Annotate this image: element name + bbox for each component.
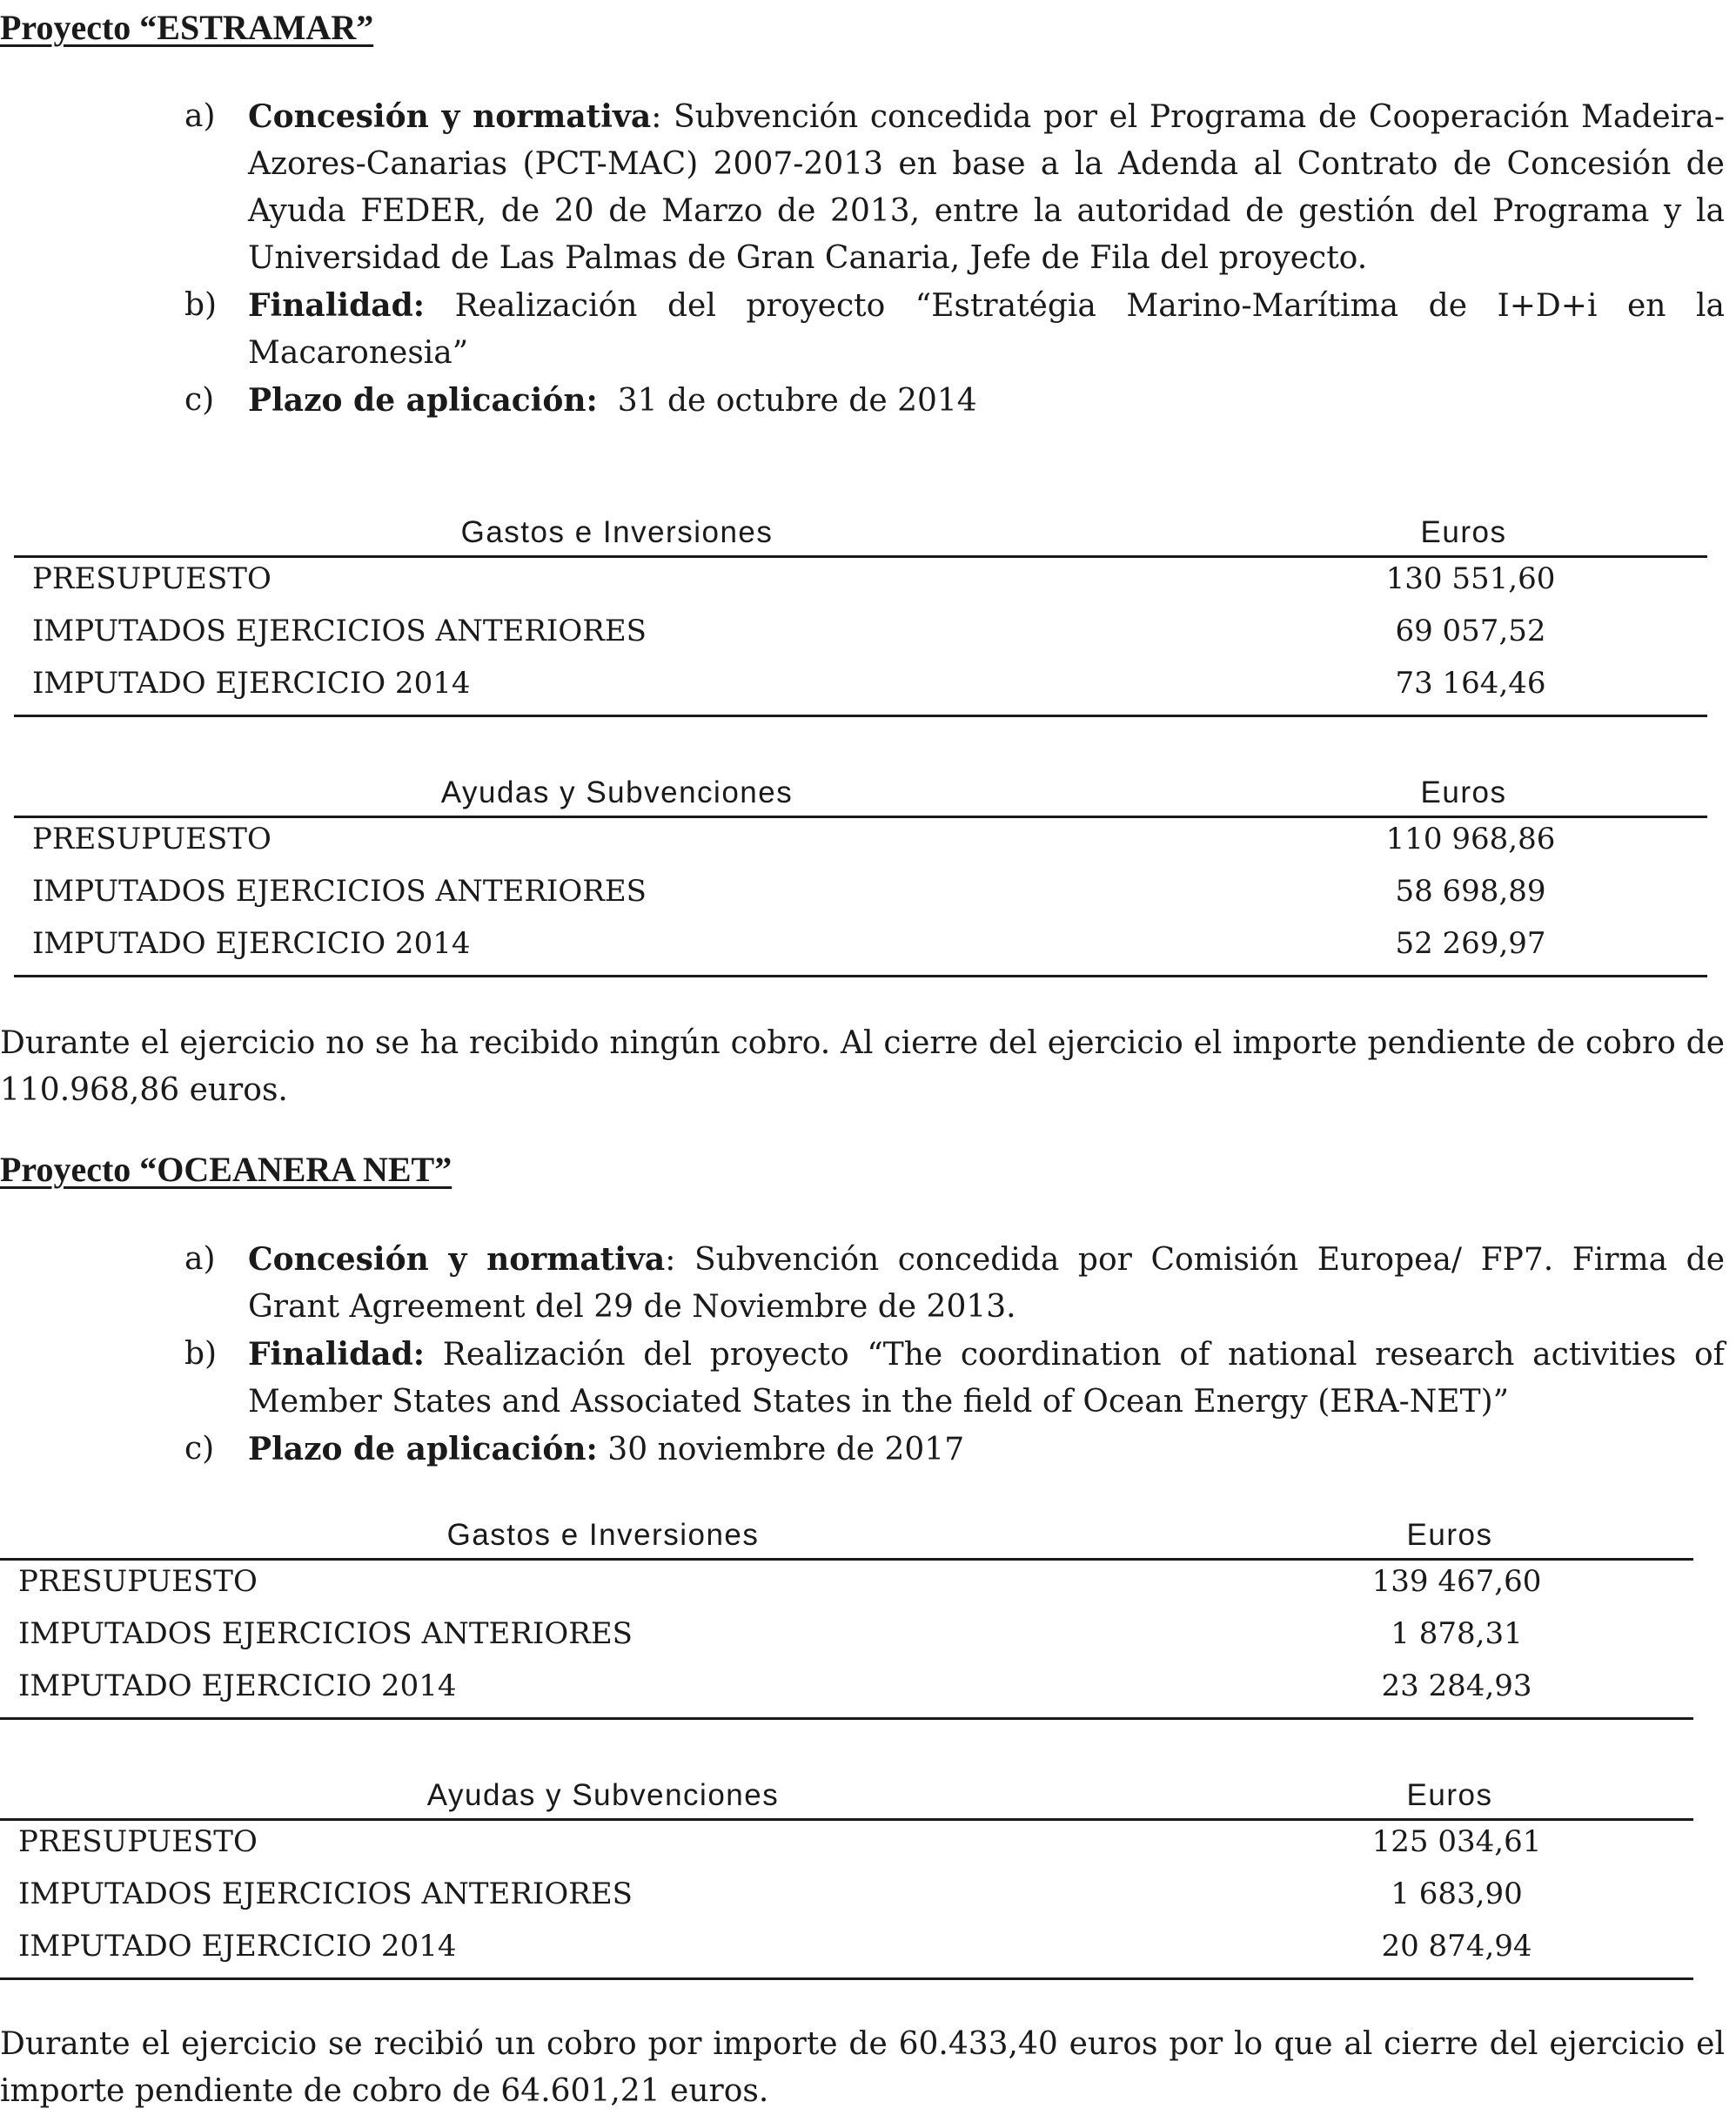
row-value: 130 551,60 — [1385, 561, 1556, 596]
table-header — [14, 772, 1707, 818]
item-title: Finalidad: — [248, 1336, 426, 1373]
item-text: Realización del proyecto “Estratégia Marino-Marítima de I+D+i en la Macaronesia” — [248, 288, 1725, 371]
item-separator: : — [651, 99, 674, 135]
table-row — [14, 558, 1707, 610]
row-label: IMPUTADOS EJERCICIOS ANTERIORES — [32, 614, 647, 648]
item-text: 30 noviembre de 2017 — [607, 1432, 965, 1467]
row-label: IMPUTADO EJERCICIO 2014 — [32, 926, 471, 961]
row-label: IMPUTADOS EJERCICIOS ANTERIORES — [18, 1877, 633, 1911]
item-title: Concesión y normativa — [248, 98, 652, 135]
table-row — [14, 610, 1707, 662]
item-marker: b) — [184, 1336, 218, 1372]
table-header-euros: Euros — [1420, 515, 1507, 549]
table-header-title: Gastos e Inversiones — [446, 1518, 760, 1552]
row-label: IMPUTADOS EJERCICIOS ANTERIORES — [32, 874, 647, 909]
table-row — [14, 923, 1707, 975]
item-marker: a) — [184, 98, 216, 134]
row-label: IMPUTADOS EJERCICIOS ANTERIORES — [18, 1616, 633, 1651]
estramar-item-a — [184, 93, 1725, 282]
item-separator — [425, 288, 455, 324]
item-text: Subvención concedida por el Programa de Cooperación Madeira-Azores-Canarias (PCT-MAC) 2007-2013 en base a la Adenda al Contrato de Concesión de Ayuda FEDER, de 20 de Marzo de 2013, entre la autoridad de gestión del Programa y la Universidad de Las Palmas de Gran Canaria, Jefe de Fila del proyecto. — [248, 99, 1725, 276]
row-value: 23 284,93 — [1381, 1668, 1532, 1703]
estramar-closing-paragraph: Durante el ejercicio no se ha recibido ningún cobro. Al cierre del ejercicio el importe pendiente de cobro de 110.968,86 euros. — [0, 1025, 1725, 1108]
item-separator — [425, 1337, 443, 1373]
estramar-ayudas-table — [14, 772, 1707, 977]
section-heading-oceanera-net: Proyecto “OCEANERA NET” — [0, 1150, 452, 1189]
row-label: PRESUPUESTO — [32, 822, 271, 856]
oceanera-item-b — [184, 1331, 1725, 1426]
row-value: 73 164,46 — [1395, 666, 1546, 701]
estramar-items — [184, 93, 1725, 425]
table-bottom-rule — [14, 975, 1707, 977]
table-header-euros: Euros — [1420, 776, 1507, 809]
row-value: 139 467,60 — [1371, 1564, 1542, 1599]
item-text: Realización del proyecto “The coordination of national research activities of Member States and Associated States in the field of Ocean Energy (ERA-NET)” — [248, 1337, 1725, 1420]
table-header-euros: Euros — [1406, 1518, 1493, 1552]
oceanera-items — [184, 1236, 1725, 1474]
row-label: PRESUPUESTO — [32, 561, 271, 596]
row-label: PRESUPUESTO — [18, 1824, 258, 1859]
row-label: IMPUTADO EJERCICIO 2014 — [18, 1668, 457, 1703]
row-value: 1 683,90 — [1391, 1877, 1523, 1911]
oceanera-item-c — [184, 1426, 1725, 1474]
row-value: 58 698,89 — [1395, 874, 1546, 909]
oceanera-ayudas-table — [0, 1775, 1693, 1980]
table-header — [14, 512, 1707, 558]
estramar-gastos-table — [14, 512, 1707, 717]
row-value: 52 269,97 — [1395, 926, 1546, 961]
row-value: 125 034,61 — [1371, 1824, 1542, 1859]
item-marker: c) — [184, 382, 215, 418]
table-row — [14, 870, 1707, 923]
table-header-title: Ayudas y Subvenciones — [440, 776, 794, 809]
oceanera-gastos-table — [0, 1514, 1693, 1720]
table-row — [0, 1613, 1693, 1665]
row-label: IMPUTADO EJERCICIO 2014 — [32, 666, 471, 701]
row-label: PRESUPUESTO — [18, 1564, 258, 1599]
table-header-title: Ayudas y Subvenciones — [426, 1778, 780, 1812]
row-value: 69 057,52 — [1395, 614, 1546, 648]
table-row — [0, 1821, 1693, 1873]
item-title: Finalidad: — [248, 287, 426, 324]
item-separator — [598, 1432, 607, 1467]
item-text: Subvención concedida por Comisión Europea/ FP7. Firma de Grant Agreement del 29 de Noviembre de 2013. — [248, 1242, 1726, 1325]
item-title: Concesión y normativa — [248, 1241, 666, 1278]
table-row — [0, 1873, 1693, 1925]
item-marker: b) — [184, 287, 218, 323]
item-separator: : — [665, 1242, 694, 1278]
table-row — [14, 818, 1707, 870]
table-bottom-rule — [14, 715, 1707, 717]
table-header — [0, 1775, 1693, 1821]
table-row — [0, 1925, 1693, 1977]
item-marker: a) — [184, 1241, 216, 1277]
item-text: 31 de octubre de 2014 — [617, 383, 977, 419]
row-value: 110 968,86 — [1385, 822, 1556, 856]
item-separator — [598, 383, 618, 419]
table-row — [0, 1561, 1693, 1613]
item-marker: c) — [184, 1431, 215, 1467]
table-bottom-rule — [0, 1977, 1693, 1980]
row-value: 1 878,31 — [1391, 1616, 1523, 1651]
table-row — [14, 662, 1707, 715]
section-heading-estramar: Proyecto “ESTRAMAR” — [0, 8, 374, 47]
table-header — [0, 1514, 1693, 1561]
oceanera-closing-paragraph: Durante el ejercicio se recibió un cobro por importe de 60.433,40 euros por lo que al cierre del ejercicio el importe pendiente de cobro de 64.601,21 euros. — [0, 2026, 1725, 2109]
estramar-item-c — [184, 377, 1725, 425]
item-title: Plazo de aplicación: — [248, 1431, 598, 1467]
table-bottom-rule — [0, 1717, 1693, 1720]
table-header-euros: Euros — [1406, 1778, 1493, 1812]
item-title: Plazo de aplicación: — [248, 382, 598, 419]
row-label: IMPUTADO EJERCICIO 2014 — [18, 1929, 457, 1964]
table-header-title: Gastos e Inversiones — [460, 515, 774, 549]
table-row — [0, 1665, 1693, 1717]
estramar-item-b — [184, 282, 1725, 377]
row-value: 20 874,94 — [1381, 1929, 1532, 1964]
oceanera-item-a — [184, 1236, 1725, 1331]
